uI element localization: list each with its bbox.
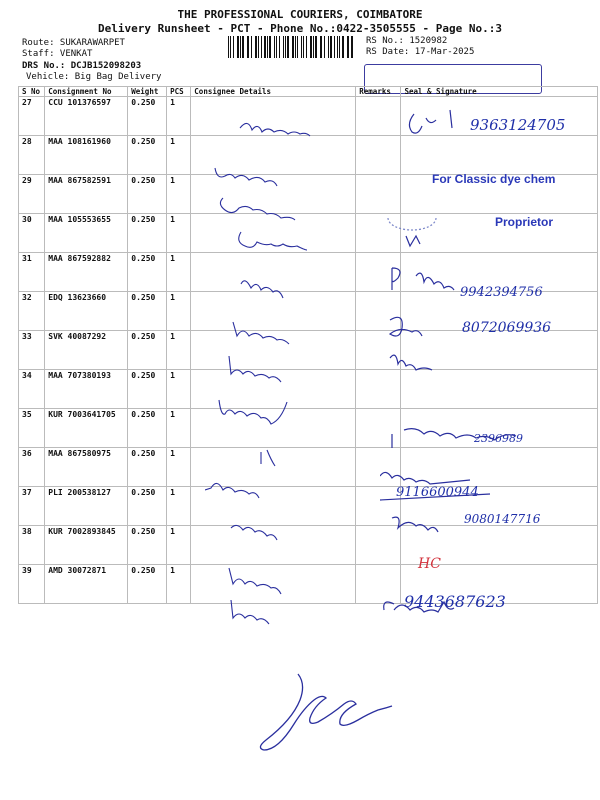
consignee-scribble-30	[239, 232, 307, 250]
row-sno: 27	[19, 97, 45, 136]
consignee-scribble-29	[220, 198, 295, 220]
row-sno: 30	[19, 214, 45, 253]
row-weight: 0.250	[128, 409, 167, 448]
table-header-row	[19, 87, 598, 97]
col-consignee: Consignee Details	[191, 87, 356, 97]
row-weight: 0.250	[128, 136, 167, 175]
barcode-bar	[292, 36, 293, 58]
row-weight: 0.250	[128, 487, 167, 526]
rs-number: RS No.: 1520982	[366, 36, 448, 46]
signature-33	[390, 355, 432, 370]
row-pcs: 1	[167, 136, 191, 175]
barcode-bar	[351, 36, 353, 58]
consignee-scribble-33	[229, 356, 281, 382]
company-stamp-line2: Proprietor	[495, 215, 554, 229]
barcode-bar	[247, 36, 248, 58]
row-sno: 34	[19, 370, 45, 409]
consignee-scribble-39	[231, 600, 269, 624]
barcode-bar	[264, 36, 265, 58]
barcode-bar	[248, 36, 249, 58]
barcode-bar	[258, 36, 259, 58]
signature-32	[390, 317, 422, 336]
row-weight: 0.250	[128, 214, 167, 253]
barcode-bar	[283, 36, 284, 58]
consignee-scribble-37	[231, 525, 277, 540]
col-remarks: Remarks	[356, 87, 401, 97]
row-sno: 37	[19, 487, 45, 526]
row-consignment-no: MAA 105553655	[45, 214, 128, 253]
staff-label: Staff: VENKAT	[22, 49, 93, 59]
row-weight: 0.250	[128, 253, 167, 292]
consignee-scribble-31	[241, 281, 283, 298]
barcode-bar	[297, 36, 298, 58]
barcode-bar	[287, 36, 289, 58]
row-consignment-no: MAA 867582591	[45, 175, 128, 214]
signature-35	[392, 429, 516, 448]
row-consignment-no: SVK 40087292	[45, 331, 128, 370]
barcode-bar	[240, 36, 241, 58]
signature-37	[392, 517, 438, 532]
row-weight: 0.250	[128, 565, 167, 604]
signature-36	[380, 472, 490, 500]
barcode-bar	[348, 36, 349, 58]
row-pcs: 1	[167, 214, 191, 253]
barcode-bar	[251, 36, 252, 58]
consignee-scribble-38	[229, 568, 281, 594]
consignee-scribble-27	[240, 123, 310, 136]
barcode-bar	[237, 36, 239, 58]
barcode	[228, 36, 356, 58]
row-sno: 35	[19, 409, 45, 448]
barcode-bar	[306, 36, 307, 58]
barcode-bar	[337, 36, 338, 58]
consignee-scribble-32	[233, 322, 289, 344]
vehicle-label: Vehicle: Big Bag Delivery	[26, 72, 162, 82]
remark-handwritten-38: HC	[418, 556, 441, 572]
row-consignment-no: CCU 101376597	[45, 97, 128, 136]
row-pcs: 1	[167, 565, 191, 604]
row-weight: 0.250	[128, 526, 167, 565]
rs-date: RS Date: 17-Mar-2025	[366, 47, 475, 57]
barcode-bar	[334, 36, 335, 58]
row-weight: 0.250	[128, 370, 167, 409]
row-sno: 32	[19, 292, 45, 331]
barcode-bar	[233, 36, 234, 58]
row-consignment-no: PLI 200538127	[45, 487, 128, 526]
row-weight: 0.250	[128, 448, 167, 487]
barcode-bar	[303, 36, 304, 58]
row-sno: 39	[19, 565, 45, 604]
consignee-scribble-28	[215, 168, 277, 186]
row-pcs: 1	[167, 409, 191, 448]
barcode-bar	[330, 36, 332, 58]
barcode-bar	[261, 36, 262, 58]
col-consignment: Consignment No	[45, 87, 128, 97]
barcode-bar	[320, 36, 321, 58]
barcode-bar	[228, 36, 229, 58]
barcode-bar	[324, 36, 325, 58]
row-pcs: 1	[167, 175, 191, 214]
row-weight: 0.250	[128, 175, 167, 214]
row-sno: 33	[19, 331, 45, 370]
bottom-signature-scribble	[230, 660, 430, 770]
row-consignment-no: KUR 7003641705	[45, 409, 128, 448]
row-sno: 36	[19, 448, 45, 487]
row-weight: 0.250	[128, 292, 167, 331]
barcode-bar	[276, 36, 277, 58]
signature-phone-27: 9363124705	[470, 116, 566, 134]
row-pcs: 1	[167, 448, 191, 487]
row-consignment-no: MAA 867580975	[45, 448, 128, 487]
row-pcs: 1	[167, 370, 191, 409]
barcode-bar	[310, 36, 312, 58]
seal-circle-30	[388, 218, 436, 230]
signature-phone-31: 9942394756	[460, 285, 543, 300]
barcode-bar	[347, 36, 348, 58]
drs-number: DRS No.: DCJB152098203	[22, 61, 142, 71]
barcode-bar	[255, 36, 257, 58]
barcode-bar	[274, 36, 275, 58]
signature-27	[409, 110, 452, 133]
row-sno: 28	[19, 136, 45, 175]
company-title: THE PROFESSIONAL COURIERS, COIMBATORE	[177, 8, 423, 21]
barcode-bar	[269, 36, 271, 58]
row-pcs: 1	[167, 292, 191, 331]
runsheet-subtitle: Delivery Runsheet - PCT - Phone No.:0422-3505555 - Page No.:3	[98, 22, 502, 35]
row-consignment-no: MAA 108161960	[45, 136, 128, 175]
row-sno: 29	[19, 175, 45, 214]
row-pcs: 1	[167, 526, 191, 565]
barcode-bar	[328, 36, 329, 58]
barcode-bar	[242, 36, 243, 58]
company-stamp-line1: For Classic dye chem	[432, 172, 556, 186]
barcode-bar	[295, 36, 296, 58]
row-weight: 0.250	[128, 331, 167, 370]
barcode-bar	[315, 36, 316, 58]
row-consignment-no: EDQ 13623660	[45, 292, 128, 331]
col-weight: Weight	[128, 87, 167, 97]
barcode-bar	[230, 36, 231, 58]
barcode-bar	[285, 36, 286, 58]
col-sno: S No	[19, 87, 45, 97]
col-pcs: PCS	[167, 87, 191, 97]
barcode-bar	[301, 36, 302, 58]
signature-phone-32: 8072069936	[462, 320, 552, 336]
row-consignment-no: AMD 30072871	[45, 565, 128, 604]
barcode-bar	[267, 36, 268, 58]
signature-39	[384, 602, 454, 612]
barcode-bar	[313, 36, 314, 58]
signature-30	[406, 236, 420, 246]
signature-phone-35: 2396989	[474, 432, 523, 445]
consignee-scribble-35	[261, 450, 275, 466]
row-pcs: 1	[167, 253, 191, 292]
col-signature: Seal & Signature	[401, 87, 598, 97]
row-pcs: 1	[167, 331, 191, 370]
row-pcs: 1	[167, 487, 191, 526]
barcode-bar	[339, 36, 340, 58]
row-sno: 31	[19, 253, 45, 292]
signature-phone-36: 9116600944	[396, 485, 479, 500]
row-consignment-no: KUR 7002893845	[45, 526, 128, 565]
barcode-bar	[279, 36, 280, 58]
signature-31	[392, 268, 454, 290]
barcode-bar	[342, 36, 343, 58]
row-weight: 0.250	[128, 97, 167, 136]
route-label: Route: SUKARAWARPET	[22, 38, 125, 48]
signature-scribbles	[380, 100, 590, 640]
row-consignment-no: MAA 707380193	[45, 370, 128, 409]
row-consignment-no: MAA 867592882	[45, 253, 128, 292]
row-sno: 38	[19, 526, 45, 565]
signature-phone-37: 9080147716	[464, 512, 541, 526]
consignee-scribble-36	[205, 483, 259, 498]
signature-phone-39: 9443687623	[404, 592, 506, 611]
handwritten-consignee-names	[205, 100, 375, 640]
consignee-scribble-34	[219, 400, 287, 424]
row-pcs: 1	[167, 97, 191, 136]
barcode-bar	[321, 36, 322, 58]
